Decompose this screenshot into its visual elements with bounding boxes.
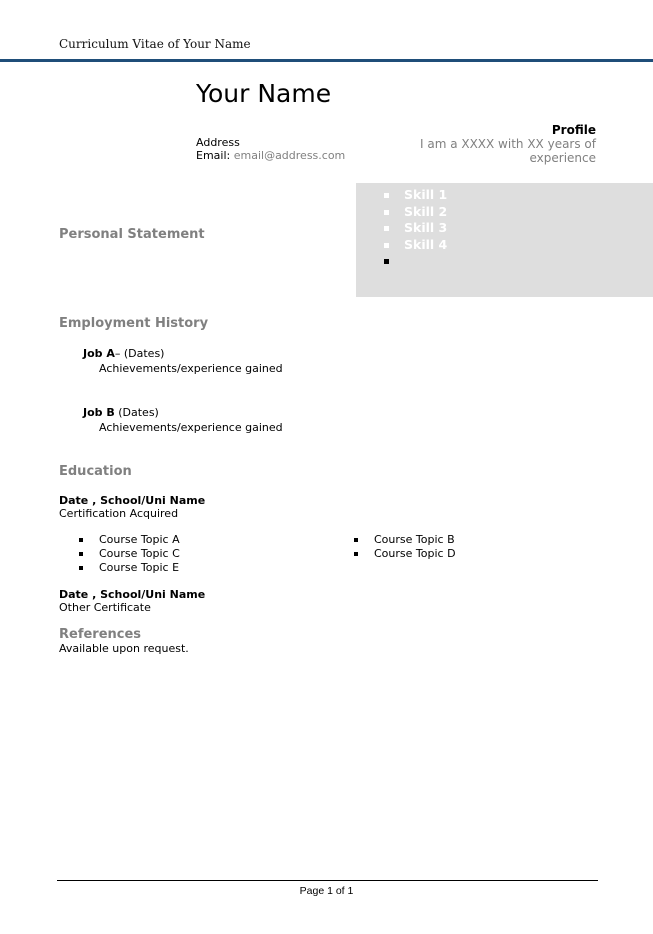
section-heading-personal-statement: Personal Statement bbox=[59, 227, 205, 242]
bullet-icon bbox=[384, 243, 389, 248]
skill-item bbox=[384, 253, 447, 270]
course-item: Course Topic E bbox=[79, 561, 179, 574]
bullet-icon bbox=[384, 210, 389, 215]
education-certificate: Certification Acquired bbox=[59, 507, 179, 520]
references-text: Available upon request. bbox=[59, 642, 189, 655]
course-item: Course Topic D bbox=[354, 547, 456, 560]
email-line bbox=[196, 149, 345, 162]
course-item: Course Topic A bbox=[79, 533, 180, 546]
skills-list bbox=[384, 187, 447, 270]
bullet-icon bbox=[79, 552, 83, 556]
footer-divider bbox=[57, 880, 598, 881]
skills-panel bbox=[356, 183, 653, 297]
profile-heading: Profile bbox=[551, 123, 596, 137]
job-dates: (Dates) bbox=[114, 406, 159, 419]
bullet-icon bbox=[354, 538, 358, 542]
header-divider bbox=[0, 59, 653, 62]
job-description: Achievements/experience gained bbox=[99, 421, 283, 434]
bullet-icon bbox=[354, 552, 358, 556]
bullet-icon bbox=[384, 226, 389, 231]
section-heading-references: References bbox=[59, 627, 142, 642]
skill-item: Skill 1 bbox=[384, 187, 447, 204]
section-heading-employment-history: Employment History bbox=[59, 316, 209, 331]
skill-item: Skill 2 bbox=[384, 204, 447, 221]
profile-text: I am a XXXX with XX years of experience bbox=[419, 137, 596, 165]
education-certificate: Other Certificate bbox=[59, 601, 151, 614]
job-name: Job B bbox=[83, 406, 115, 419]
address-text: Address bbox=[196, 136, 240, 149]
course-item: Course Topic C bbox=[79, 547, 180, 560]
job-title bbox=[83, 406, 159, 419]
education-entry-title: Date , School/Uni Name bbox=[59, 494, 206, 507]
email-value[interactable]: email@address.com bbox=[233, 149, 346, 162]
education-entry-title: Date , School/Uni Name bbox=[59, 588, 206, 601]
email-label: Email: bbox=[196, 149, 231, 162]
page-number: Page 1 of 1 bbox=[299, 885, 354, 897]
bullet-icon bbox=[384, 193, 389, 198]
job-title bbox=[83, 347, 164, 360]
candidate-name: Your Name bbox=[196, 79, 332, 108]
bullet-icon bbox=[79, 566, 83, 570]
document-header: Curriculum Vitae of Your Name bbox=[59, 37, 251, 51]
skill-item: Skill 4 bbox=[384, 237, 447, 254]
job-description: Achievements/experience gained bbox=[99, 362, 283, 375]
course-item: Course Topic B bbox=[354, 533, 455, 546]
section-heading-education: Education bbox=[59, 464, 132, 479]
job-name: Job A bbox=[83, 347, 115, 360]
bullet-icon bbox=[79, 538, 83, 542]
skill-item: Skill 3 bbox=[384, 220, 447, 237]
job-dates: – (Dates) bbox=[114, 347, 165, 360]
bullet-icon bbox=[384, 259, 389, 264]
